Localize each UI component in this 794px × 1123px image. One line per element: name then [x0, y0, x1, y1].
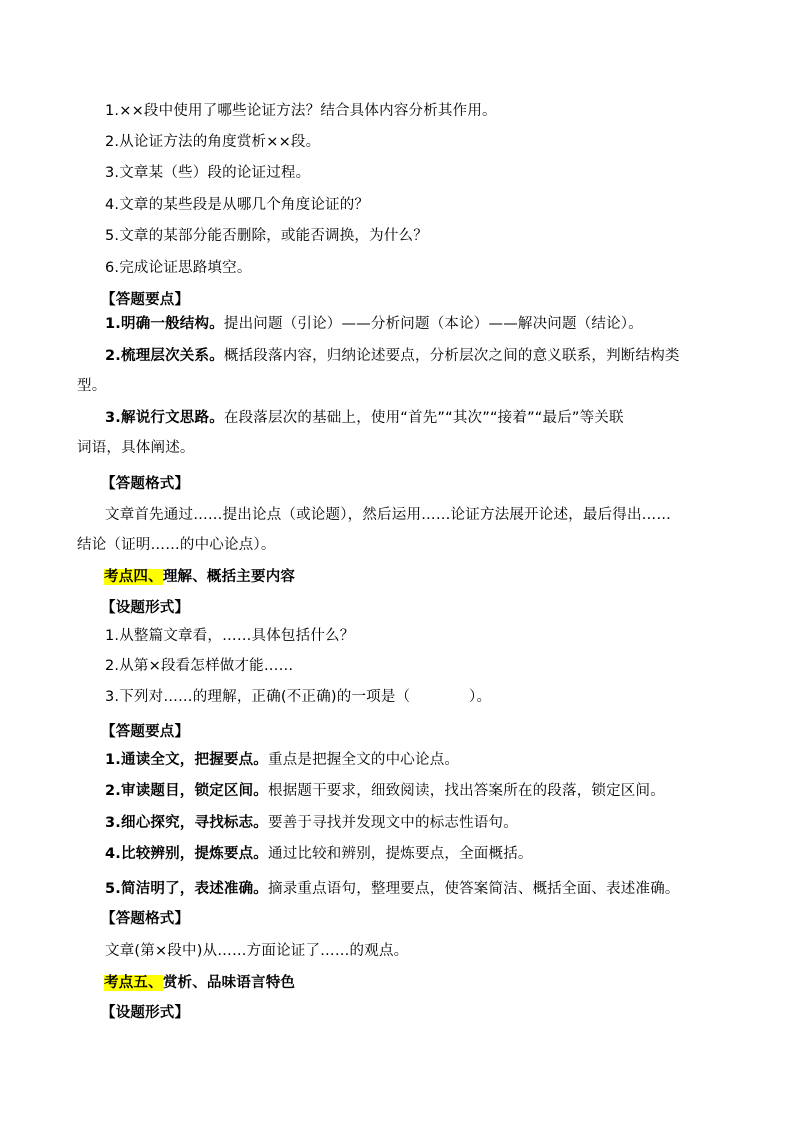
section-heading-4 [104, 567, 295, 587]
question-item: 1.××段中使用了哪些论证方法？结合具体内容分析其作用。 [105, 103, 497, 119]
format-text-continuation: 结论（证明……的中心论点）。 [77, 537, 276, 553]
key-point-text: 通过比较和辨别，提炼要点，全面概括。 [268, 846, 533, 862]
question-form-label: 【设题形式】 [101, 1005, 190, 1021]
key-point-item [105, 844, 533, 864]
section-title: 理解、概括主要内容 [162, 569, 296, 585]
key-point-text: 根据题干要求，细致阅读，找出答案所在的段落，锁定区间。 [268, 783, 665, 799]
key-point-lead: 1.通读全文，把握要点。 [105, 752, 268, 768]
key-point-item [105, 346, 680, 366]
key-point-lead: 3.解说行文思路。 [105, 410, 224, 426]
key-point-text: 在段落层次的基础上，使用“首先”“其次”“接着”“最后”等关联 [223, 410, 624, 426]
question-item: 6.完成论证思路填空。 [105, 260, 252, 276]
question-item: 2.从第×段看怎样做才能…… [105, 658, 294, 674]
section-number-highlight: 考点五、 [104, 975, 163, 991]
key-points-label: 【答题要点】 [101, 292, 190, 308]
key-point-item [105, 813, 518, 833]
section-title: 赏析、品味语言特色 [162, 975, 296, 991]
question-item: 5.文章的某部分能否删除，或能否调换，为什么？ [105, 228, 428, 244]
key-point-lead: 2.梳理层次关系。 [105, 348, 224, 364]
question-item: 4.文章的某些段是从哪几个角度论证的？ [105, 197, 370, 213]
question-item: 2.从论证方法的角度赏析××段。 [105, 134, 321, 150]
key-point-item [105, 781, 665, 801]
key-point-lead: 2.审读题目，锁定区间。 [105, 783, 268, 799]
key-point-item [105, 314, 643, 334]
key-points-label: 【答题要点】 [101, 724, 190, 740]
question-item: 3.文章某（些）段的论证过程。 [105, 165, 311, 181]
section-heading-5 [104, 973, 295, 993]
key-point-continuation: 词语，具体阐述。 [77, 440, 195, 456]
format-text: 文章(第×段中)从……方面论证了……的观点。 [105, 943, 409, 959]
key-point-lead: 3.细心探究，寻找标志。 [105, 815, 268, 831]
question-item: 1.从整篇文章看，……具体包括什么？ [105, 628, 355, 644]
key-point-text: 重点是把握全文的中心论点。 [268, 752, 460, 768]
format-text: 文章首先通过……提出论点（或论题），然后运用……论证方法展开论述，最后得出…… [105, 507, 672, 523]
format-label: 【答题格式】 [101, 911, 190, 927]
key-point-item [105, 879, 680, 899]
section-number-highlight: 考点四、 [104, 569, 163, 585]
format-label: 【答题格式】 [101, 476, 190, 492]
key-point-text: 提出问题（引论）——分析问题（本论）——解决问题（结论）。 [223, 316, 643, 332]
question-item: 3.下列对……的理解，正确(不正确)的一项是（ ）。 [105, 689, 492, 705]
key-point-item [105, 408, 624, 428]
key-point-lead: 4.比较辨别，提炼要点。 [105, 846, 268, 862]
key-point-text: 概括段落内容，归纳论述要点，分析层次之间的意义联系，判断结构类 [223, 348, 680, 364]
key-point-text: 要善于寻找并发现文中的标志性语句。 [268, 815, 518, 831]
key-point-continuation: 型。 [77, 378, 107, 394]
question-form-label: 【设题形式】 [101, 600, 190, 616]
key-point-lead: 1.明确一般结构。 [105, 316, 224, 332]
key-point-lead: 5.简洁明了，表述准确。 [105, 881, 268, 897]
key-point-item [105, 750, 459, 770]
key-point-text: 摘录重点语句，整理要点，使答案简洁、概括全面、表述准确。 [268, 881, 680, 897]
